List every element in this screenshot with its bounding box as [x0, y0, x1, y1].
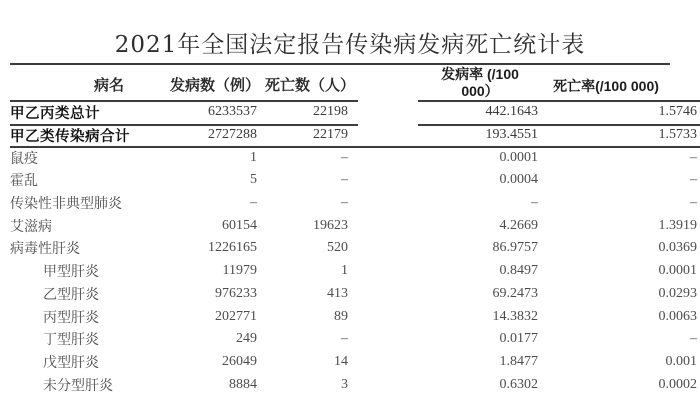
header-mortality-rate: 死亡率(/100 000): [553, 78, 659, 94]
table-row: [0, 169, 700, 192]
incidence-rate-cell: 0.0177: [499, 331, 538, 347]
header-disease-name: 病名: [93, 78, 124, 94]
table-row: [0, 192, 700, 215]
cases-cell: –: [250, 195, 257, 211]
mortality-rate-cell: 0.0002: [658, 376, 697, 392]
incidence-rate-cell: 442.1643: [485, 104, 538, 120]
deaths-cell: 19623: [313, 217, 348, 233]
mortality-rate-cell: 1.5733: [658, 127, 697, 143]
table-row: [0, 146, 700, 169]
mortality-rate-cell: –: [690, 195, 697, 211]
header-incidence-rate-line1: 发病率 (/100: [441, 66, 519, 82]
deaths-cell: 22179: [313, 127, 348, 143]
deaths-cell: –: [341, 195, 348, 211]
cases-cell: 26049: [222, 353, 257, 369]
table-row: [0, 351, 700, 374]
table-row: [0, 328, 700, 351]
mortality-rate-cell: –: [690, 172, 697, 188]
cases-cell: 2727288: [208, 127, 257, 143]
cases-cell: 60154: [222, 217, 257, 233]
mortality-rate-cell: –: [690, 331, 697, 347]
mortality-rate-cell: 1.5746: [658, 104, 697, 120]
disease-name-cell: 甲乙类传染病合计: [10, 128, 130, 145]
mortality-rate-cell: 0.001: [665, 353, 697, 369]
cases-cell: 249: [236, 331, 257, 347]
incidence-rate-cell: –: [531, 195, 538, 211]
cases-cell: 6233537: [208, 104, 257, 120]
deaths-cell: 89: [334, 308, 348, 324]
table-row: [0, 373, 700, 396]
incidence-rate-cell: 1.8477: [499, 353, 538, 369]
incidence-rate-cell: 0.8497: [499, 263, 538, 279]
incidence-rate-cell: 14.3832: [492, 308, 538, 324]
cases-cell: 976233: [215, 285, 257, 301]
mortality-rate-cell: 0.0369: [658, 240, 697, 256]
disease-name-cell: 甲乙丙类总计: [10, 105, 100, 122]
incidence-rate-cell: 69.2473: [492, 285, 538, 301]
cases-cell: 11979: [222, 263, 257, 279]
table-row: [0, 237, 700, 260]
incidence-rate-cell: 0.0004: [499, 172, 538, 188]
deaths-cell: 14: [334, 353, 348, 369]
disease-name-cell: 鼠疫: [10, 151, 38, 167]
disease-name-cell: 艾滋病: [10, 219, 52, 235]
incidence-rate-cell: 4.2669: [499, 217, 538, 233]
table-row: [0, 214, 700, 237]
disease-name-cell: 丙型肝炎: [43, 310, 99, 326]
mortality-rate-cell: 1.3919: [658, 217, 697, 233]
header-deaths: 死亡数（人）: [264, 78, 355, 94]
deaths-cell: 1: [341, 263, 348, 279]
incidence-rate-cell: 0.6302: [499, 376, 538, 392]
disease-name-cell: 霍乱: [10, 174, 38, 190]
disease-name-cell: 乙型肝炎: [43, 287, 99, 303]
disease-name-cell: 传染性非典型肺炎: [10, 197, 122, 213]
page-title: 2021年全国法定报告传染病发病死亡统计表: [114, 32, 586, 58]
cases-cell: 1: [250, 149, 257, 165]
mortality-rate-cell: –: [690, 149, 697, 165]
cases-cell: 1226165: [208, 240, 257, 256]
table-rows: [0, 101, 700, 396]
mortality-rate-cell: 0.0001: [658, 263, 697, 279]
disease-name-cell: 甲型肝炎: [43, 265, 99, 281]
header-incidence-rate-line2: 000）: [461, 83, 499, 99]
cases-cell: 5: [250, 172, 257, 188]
disease-name-cell: 未分型肝炎: [43, 378, 113, 394]
table-row: [0, 305, 700, 328]
cases-cell: 202771: [215, 308, 257, 324]
disease-name-cell: 病毒性肝炎: [10, 242, 80, 258]
table-row: [0, 124, 700, 147]
deaths-cell: 22198: [313, 104, 348, 120]
table-row: [0, 101, 700, 124]
disease-name-cell: 戊型肝炎: [43, 355, 99, 371]
header-cases: 发病数（例）: [169, 78, 260, 94]
incidence-rate-cell: 0.0001: [499, 149, 538, 165]
incidence-rate-cell: 193.4551: [485, 127, 538, 143]
deaths-cell: –: [341, 172, 348, 188]
deaths-cell: 3: [341, 376, 348, 392]
table-row: [0, 260, 700, 283]
disease-name-cell: 丁型肝炎: [43, 333, 99, 349]
deaths-cell: –: [341, 331, 348, 347]
deaths-cell: 413: [327, 285, 348, 301]
deaths-cell: –: [341, 149, 348, 165]
mortality-rate-cell: 0.0063: [658, 308, 697, 324]
table-row: [0, 283, 700, 306]
cases-cell: 8884: [229, 376, 257, 392]
rule-top: [10, 63, 670, 65]
deaths-cell: 520: [327, 240, 348, 256]
incidence-rate-cell: 86.9757: [492, 240, 538, 256]
mortality-rate-cell: 0.0293: [658, 285, 697, 301]
